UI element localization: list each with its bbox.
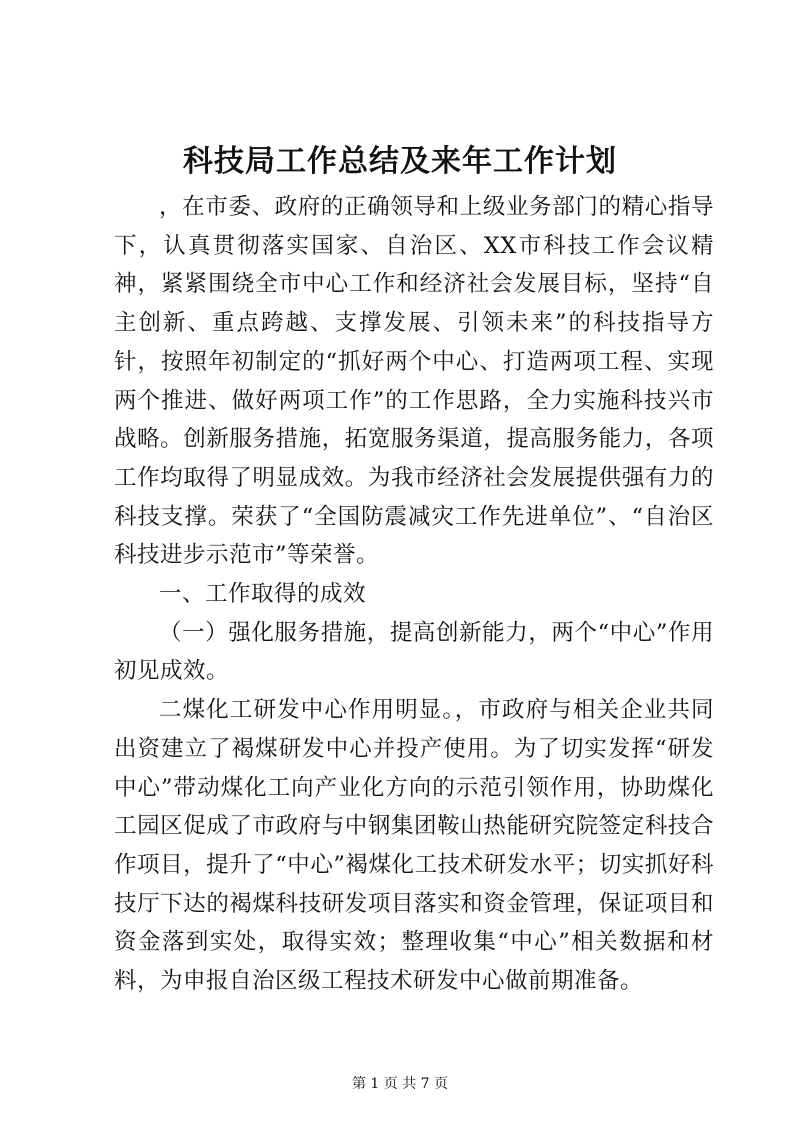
subsection-heading: （一）强化服务措施，提高创新能力，两个“中心”作用初见成效。 [114,619,714,685]
document-body [114,188,714,1001]
paragraph-coal-center: 二煤化工研发中心作用明显。，市政府与相关企业共同出资建立了褐煤研发中心并投产使用。为了切实发挥“研发中心”带动煤化工向产业化方向的示范引领作用，协助煤化工园区促成了市政府与中钢集团鞍山热能研究院签定科技合作项目，提升了“中心”褐煤化工技术研发水平；切实抓好科技厅下达的褐煤科技研发项目落实和资金管理，保证项目和资金落到实处，取得实效；整理收集“中心”相关数据和材料，为申报自治区级工程技术研发中心做前期准备。 [114,697,714,995]
paragraph-intro: ，在市委、政府的正确领导和上级业务部门的精心指导下，认真贯彻落实国家、自治区、XX市科技工作会议精神，紧紧围绕全市中心工作和经济社会发展目标，坚持“自主创新、重点跨越、支撑发展、引领未来”的科技指导方针，按照年初制定的“抓好两个中心、打造两项工程、实现两个推进、做好两项工作”的工作思路，全力实施科技兴市战略。创新服务措施，拓宽服务渠道，提高服务能力，各项工作均取得了明显成效。为我市经济社会发展提供强有力的科技支撑。荣获了“全国防震减灾工作先进单位”、“自治区科技进步示范市”等荣誉。 [114,194,714,569]
document-title: 科技局工作总结及来年工作计划 [183,144,617,179]
page-footer: 第 1 页 共 7 页 [351,1076,449,1092]
section-heading: 一、工作取得的成效 [159,581,367,608]
